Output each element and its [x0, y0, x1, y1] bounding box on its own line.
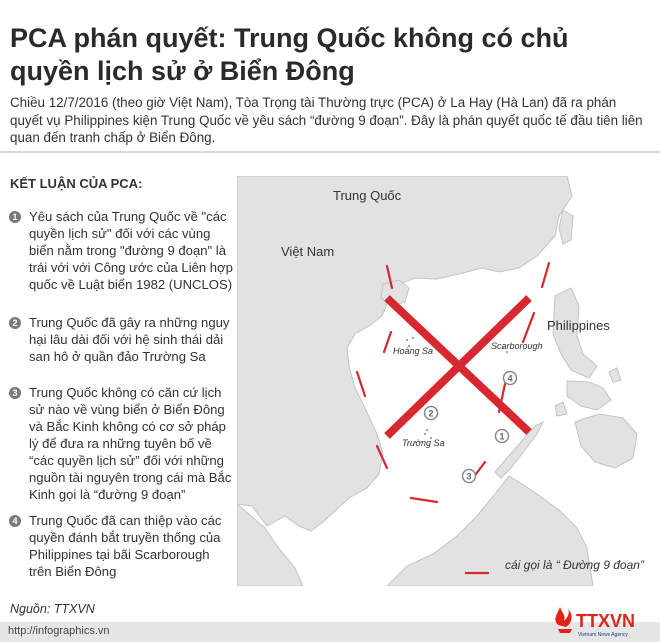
- number-badge: 3: [9, 387, 21, 399]
- conclusion-text: Trung Quốc đã can thiệp vào các quyền đánh bắt truyền thống của Philippines tại bãi Scarborough trên Biển Đông: [29, 513, 222, 579]
- flame-icon: [555, 607, 572, 633]
- svg-text:1: 1: [499, 431, 505, 442]
- section-title: KẾT LUẬN CỦA PCA:: [10, 176, 143, 191]
- logo-text: TTXVN: [576, 611, 636, 631]
- conclusion-item-4: [9, 512, 234, 580]
- source-credit: Nguồn: TTXVN: [10, 602, 95, 616]
- label-china: Trung Quốc: [333, 188, 402, 203]
- number-badge: 4: [9, 515, 21, 527]
- label-spratly: Trường Sa: [402, 438, 445, 448]
- intro-text: Chiều 12/7/2016 (theo giờ Việt Nam), Tòa Trọng tài Thường trực (PCA) ở La Hay (Hà Lan) đã ra phán quyết vụ Philippines kiện Trung Quốc về yêu sách “đường 9 đoạn”. Đây là phán quyết quốc tế đầu tiên liên quan đến tranh chấp ở Biển Đông.: [10, 95, 643, 145]
- map-marker-4: [504, 372, 517, 385]
- svg-text:2: 2: [428, 408, 434, 419]
- svg-text:3: 3: [466, 471, 472, 482]
- label-philippines: Philippines: [547, 318, 610, 333]
- conclusion-item-1: [9, 208, 234, 293]
- legend-label: cái gọi là “ Đường 9 đoạn”: [505, 558, 644, 572]
- footer-site-link[interactable]: http://infographics.vn: [8, 625, 110, 637]
- logo-subtitle: Vietnam News Agency: [578, 632, 628, 638]
- conclusion-text: Trung Quốc không có căn cứ lịch sử nào về vùng biển ở Biển Đông và Bắc Kinh không có cơ sở pháp lý để đưa ra những tuyên bố về “các quyền lịch sử” đối với những nguồn tài nguyên trong cái mà Bắc Kinh gọi là “đường 9 đoạn”: [29, 385, 232, 502]
- conclusion-text: Trung Quốc đã gây ra những nguy hại lâu dài đối với hệ sinh thái dải san hô ở quần đảo Trường Sa: [29, 315, 230, 364]
- ttxvn-logo: [548, 603, 654, 639]
- map-marker-2: [425, 407, 438, 420]
- south-china-sea-map: [237, 176, 656, 586]
- conclusion-text: Yêu sách của Trung Quốc về "các quyền lịch sử" đối với các vùng biển nằm trong "đường 9 đoạn" là trái với với Công ước của Liên hợp quốc về Luật biển 1982 (UNCLOS): [29, 209, 233, 292]
- map-marker-1: [496, 430, 509, 443]
- svg-text:4: 4: [507, 373, 513, 384]
- label-vietnam: Việt Nam: [281, 244, 335, 259]
- divider: [0, 151, 660, 153]
- page-title: PCA phán quyết: Trung Quốc không có chủ quyền lịch sử ở Biển Đông: [10, 23, 569, 86]
- number-badge: 2: [9, 317, 21, 329]
- map-marker-3: [463, 470, 476, 483]
- conclusion-item-3: [9, 384, 234, 503]
- number-badge: 1: [9, 211, 21, 223]
- label-scarborough: Scarborough: [491, 341, 543, 351]
- conclusion-item-2: [9, 314, 234, 365]
- label-paracel: Hoàng Sa: [393, 346, 434, 356]
